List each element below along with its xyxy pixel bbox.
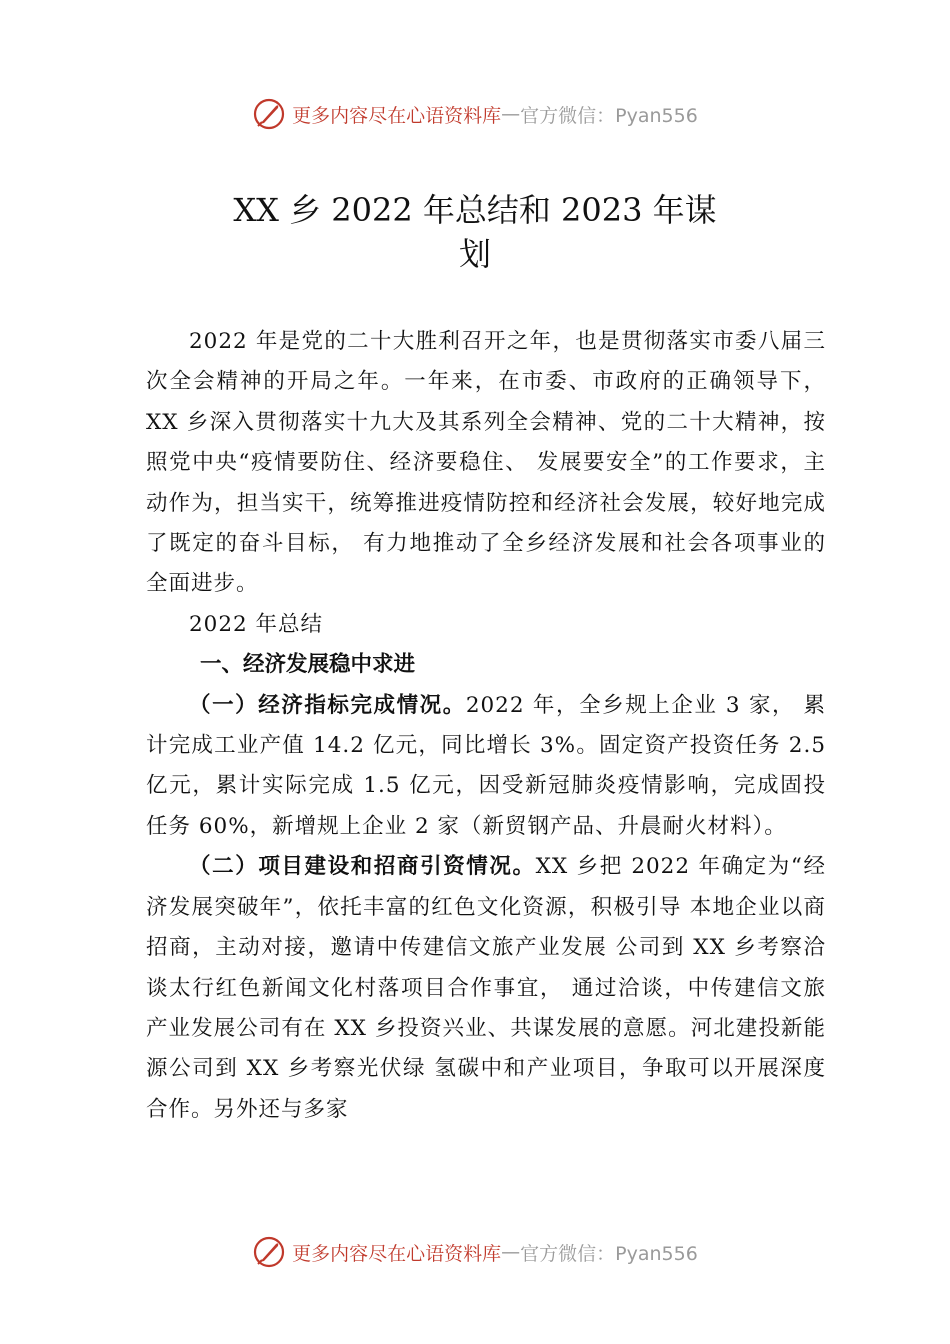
paragraph-economic-indicators — [146, 686, 826, 848]
subheading-economic-indicators: （一）经济指标完成情况。 — [189, 692, 466, 718]
title-line-1: XX 乡 2022 年总结和 2023 年谋 — [233, 191, 717, 229]
quill-pen-logo-icon — [252, 1235, 286, 1269]
document-title — [200, 188, 750, 276]
footer-watermark-banner — [0, 1232, 950, 1272]
banner-separator: — — [501, 103, 521, 125]
document-body — [146, 322, 826, 1130]
banner-wechat: 官方微信：Pyan556 — [520, 104, 698, 127]
title-line-2: 划 — [458, 235, 491, 273]
header-watermark-banner — [0, 94, 950, 134]
subheading-project-investment: （二）项目建设和招商引资情况。 — [189, 854, 536, 880]
intro-paragraph: 2022 年是党的二十大胜利召开之年，也是贯彻落实市委八届三次全会精神的开局之年。一年来，在市委、市政府的正确领导下，XX 乡深入贯彻落实十九大及其系列全会精神、党的二十大精神，按照党中央“疫情要防住、经济要稳住、 发展要安全”的工作要求，主动作为，担当实干，统筹推进疫情防控和经济社会发展，较好地完成了既定的奋斗目标， 有力地推动了全乡经济发展和社会各项事业的全面进步。 — [146, 329, 826, 597]
quill-pen-logo-icon — [252, 97, 286, 131]
banner-wechat: 官方微信：Pyan556 — [520, 1242, 698, 1265]
paragraph-project-investment — [146, 847, 826, 1130]
summary-label: 2022 年总结 — [189, 611, 324, 637]
project-investment-text: XX 乡把 2022 年确定为“经济发展突破年”，依托丰富的红色文化资源，积极引导 本地企业以商招商，主动对接，邀请中传建信文旅产业发展 公司到 XX 乡考察洽谈太行红色新闻文化村落项目合作事宜， 通过洽谈，中传建信文旅产业发展公司有在 XX 乡投资兴业、共谋发展的意愿。河北建投新能源公司到 XX 乡考察光伏绿 氢碳中和产业项目，争取可以开展深度合作。另外还与多家 — [146, 854, 826, 1122]
section-heading-economy: 一、经济发展稳中求进 — [200, 652, 416, 678]
banner-separator: — — [501, 1241, 521, 1263]
economic-indicators-text: 2022 年，全乡规上企业 3 家， 累计完成工业产值 14.2 亿元，同比增长 3%。固定资产投资任务 2.5 亿元，累计实际完成 1.5 亿元，因受新冠肺炎疫情影响，完成固投任务 60%，新增规上企业 2 家（新贸钢产品、升晨耐火材料）。 — [146, 692, 826, 839]
banner-text: 更多内容尽在心语资料库 — [292, 1242, 502, 1265]
banner-text: 更多内容尽在心语资料库 — [292, 104, 502, 127]
